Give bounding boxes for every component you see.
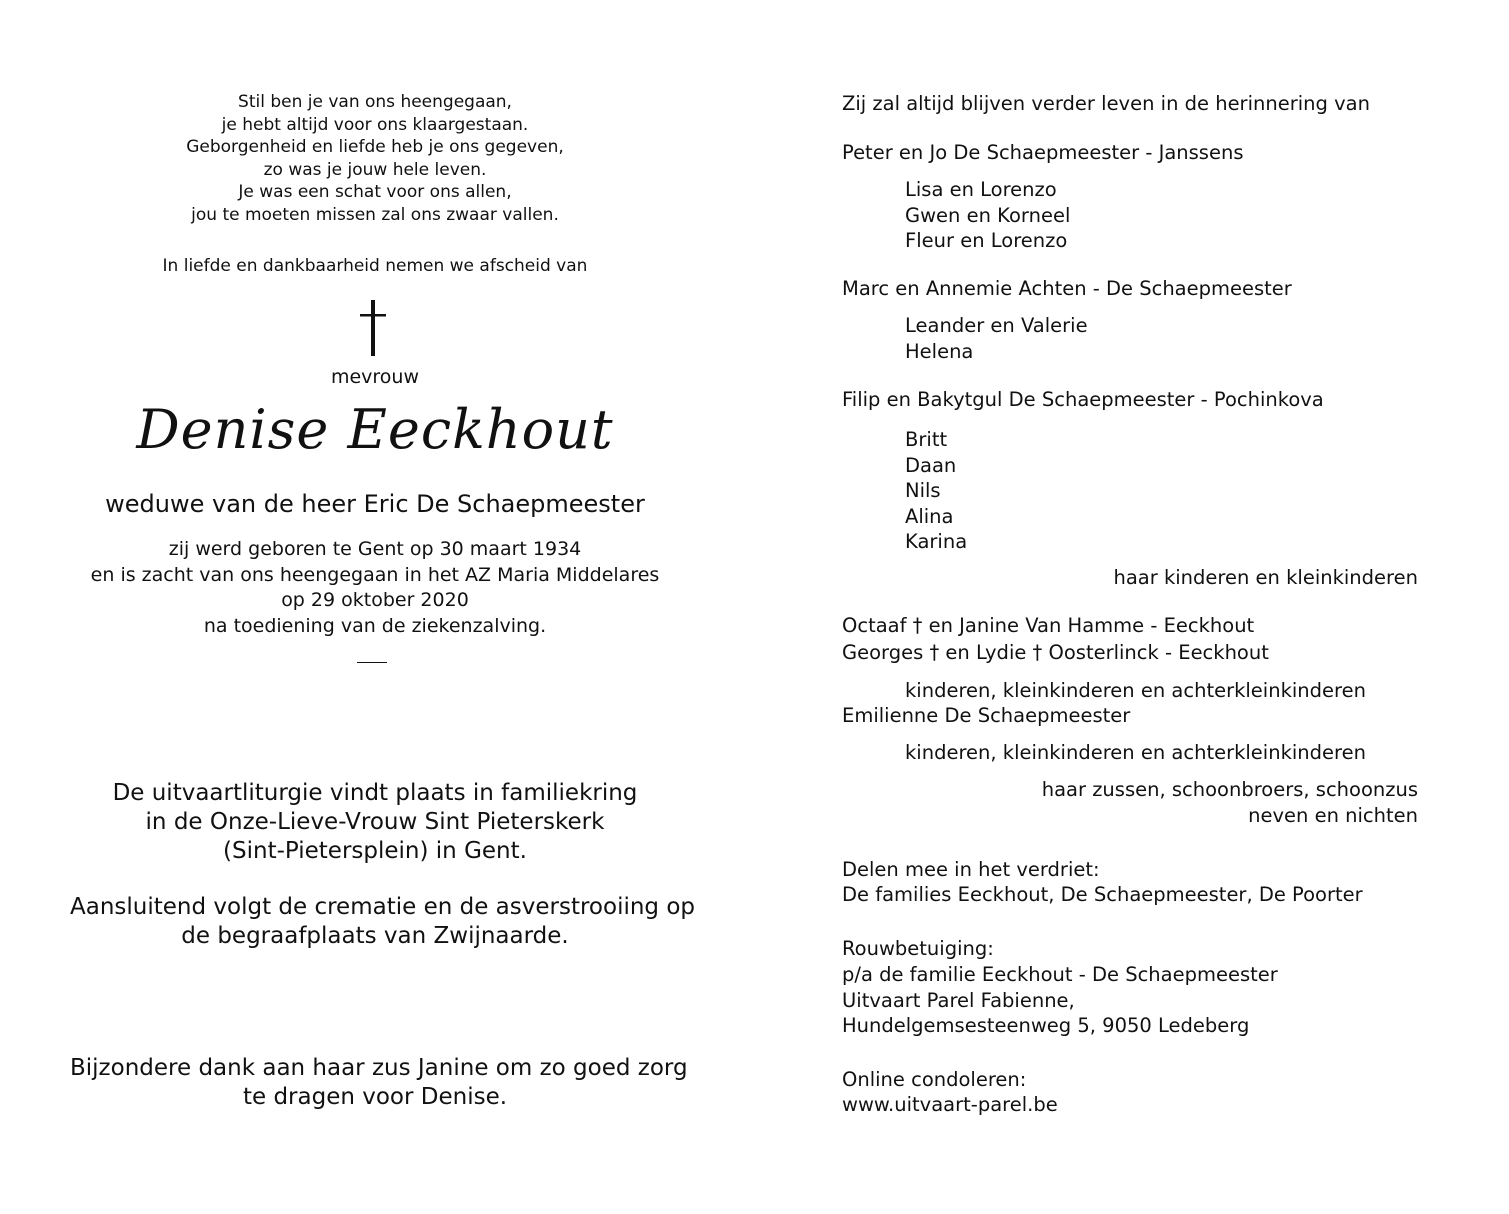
poem-line: je hebt altijd voor ons klaargestaan. (221, 114, 529, 135)
grandchild: Britt (905, 428, 948, 451)
grandchild: Gwen en Korneel (905, 203, 1071, 227)
family-2: Marc en Annemie Achten - De Schaepmeester (842, 277, 1292, 300)
family-2-children (905, 313, 1088, 364)
poem-line: Stil ben je van ons heengegaan, (238, 92, 512, 112)
family-3: Filip en Bakytgul De Schaepmeester - Pochinkova (842, 388, 1324, 411)
thanks-line: Bijzondere dank aan haar zus Janine om zo goed zorg (70, 1055, 688, 1081)
poem-line: jou te moeten missen zal ons zwaar vallen. (191, 204, 559, 225)
ceremony-info (70, 779, 680, 866)
sibling-descendants: kinderen, kleinkinderen en achterkleinkinderen (905, 679, 1366, 702)
condolence-label: Rouwbetuiging: (842, 937, 994, 960)
grandchild: Alina (905, 504, 954, 528)
children-caption: haar kinderen en kleinkinderen (1113, 566, 1418, 589)
honorific: mevrouw (330, 366, 420, 388)
relatives-caption: neven en nichten (1248, 804, 1418, 827)
sibling-octaaf: Octaaf † en Janine Van Hamme - Eeckhout (842, 614, 1255, 637)
bio-line: en is zacht van ons heengegaan in het AZ Maria Middelares (90, 563, 660, 586)
bio-line: na toediening van de ziekenzalving. (203, 614, 547, 637)
grandchild: Karina (905, 530, 968, 553)
poem-line: Je was een schat voor ons allen, (238, 182, 512, 202)
family-3-children (905, 427, 967, 555)
cremation-line: Aansluitend volgt de crematie en de asverstrooiing op (70, 894, 696, 920)
online-label: Online condoleren: (842, 1068, 1027, 1091)
share-label: Delen mee in het verdriet: (842, 858, 1100, 881)
grandchild: Leander en Valerie (905, 314, 1088, 337)
farewell-intro: In liefde en dankbaarheid nemen we afscheid van (162, 256, 588, 276)
ceremony-line: De uitvaartliturgie vindt plaats in familiekring (112, 780, 638, 806)
poem (70, 91, 680, 226)
sibling-emilienne: Emilienne De Schaepmeester (842, 704, 1131, 727)
biography (70, 537, 680, 639)
bio-line: op 29 oktober 2020 (281, 589, 469, 611)
grandchild: Lisa en Lorenzo (905, 178, 1057, 201)
ceremony-line: in de Onze-Lieve-Vrouw Sint Pieterskerk (145, 809, 605, 835)
cremation-info (70, 893, 696, 951)
address-line: Hundelgemsesteenweg 5, 9050 Ledeberg (842, 1014, 1250, 1037)
grandchild: Helena (905, 339, 974, 363)
deceased-name: Denise Eeckhout (136, 398, 614, 461)
widow-of: weduwe van de heer Eric De Schaepmeester (105, 490, 645, 518)
poem-line: Geborgenheid en liefde heb je ons gegeven, (186, 137, 564, 157)
cross-icon (355, 300, 391, 356)
ceremony-line: (Sint-Pietersplein) in Gent. (223, 838, 527, 864)
poem-line: zo was je jouw hele leven. (263, 159, 487, 180)
memory-heading: Zij zal altijd blijven verder leven in de herinnering van (842, 92, 1370, 115)
grandchild: Nils (905, 479, 941, 502)
siblings-caption: haar zussen, schoonbroers, schoonzus (1041, 778, 1418, 801)
divider (357, 662, 387, 663)
bio-line: zij werd geboren te Gent op 30 maart 1934 (168, 538, 582, 560)
sibling-descendants: kinderen, kleinkinderen en achterkleinkinderen (905, 741, 1366, 764)
family-1: Peter en Jo De Schaepmeester - Janssens (842, 141, 1244, 164)
share-families: De families Eeckhout, De Schaepmeester, De Poorter (842, 883, 1363, 906)
sibling-georges: Georges † en Lydie † Oosterlinck - Eeckhout (842, 641, 1269, 664)
thanks-line: te dragen voor Denise. (242, 1084, 508, 1110)
grandchild: Fleur en Lorenzo (905, 229, 1068, 252)
online-url-link[interactable]: www.uitvaart-parel.be (842, 1093, 1058, 1116)
thanks-note (70, 1054, 688, 1112)
address-line: p/a de familie Eeckhout - De Schaepmeester (842, 963, 1278, 986)
cremation-line: de begraafplaats van Zwijnaarde. (181, 923, 569, 949)
address-line: Uitvaart Parel Fabienne, (842, 988, 1075, 1012)
grandchild: Daan (905, 453, 957, 477)
condolence-address (842, 962, 1278, 1039)
family-1-children (905, 177, 1070, 254)
